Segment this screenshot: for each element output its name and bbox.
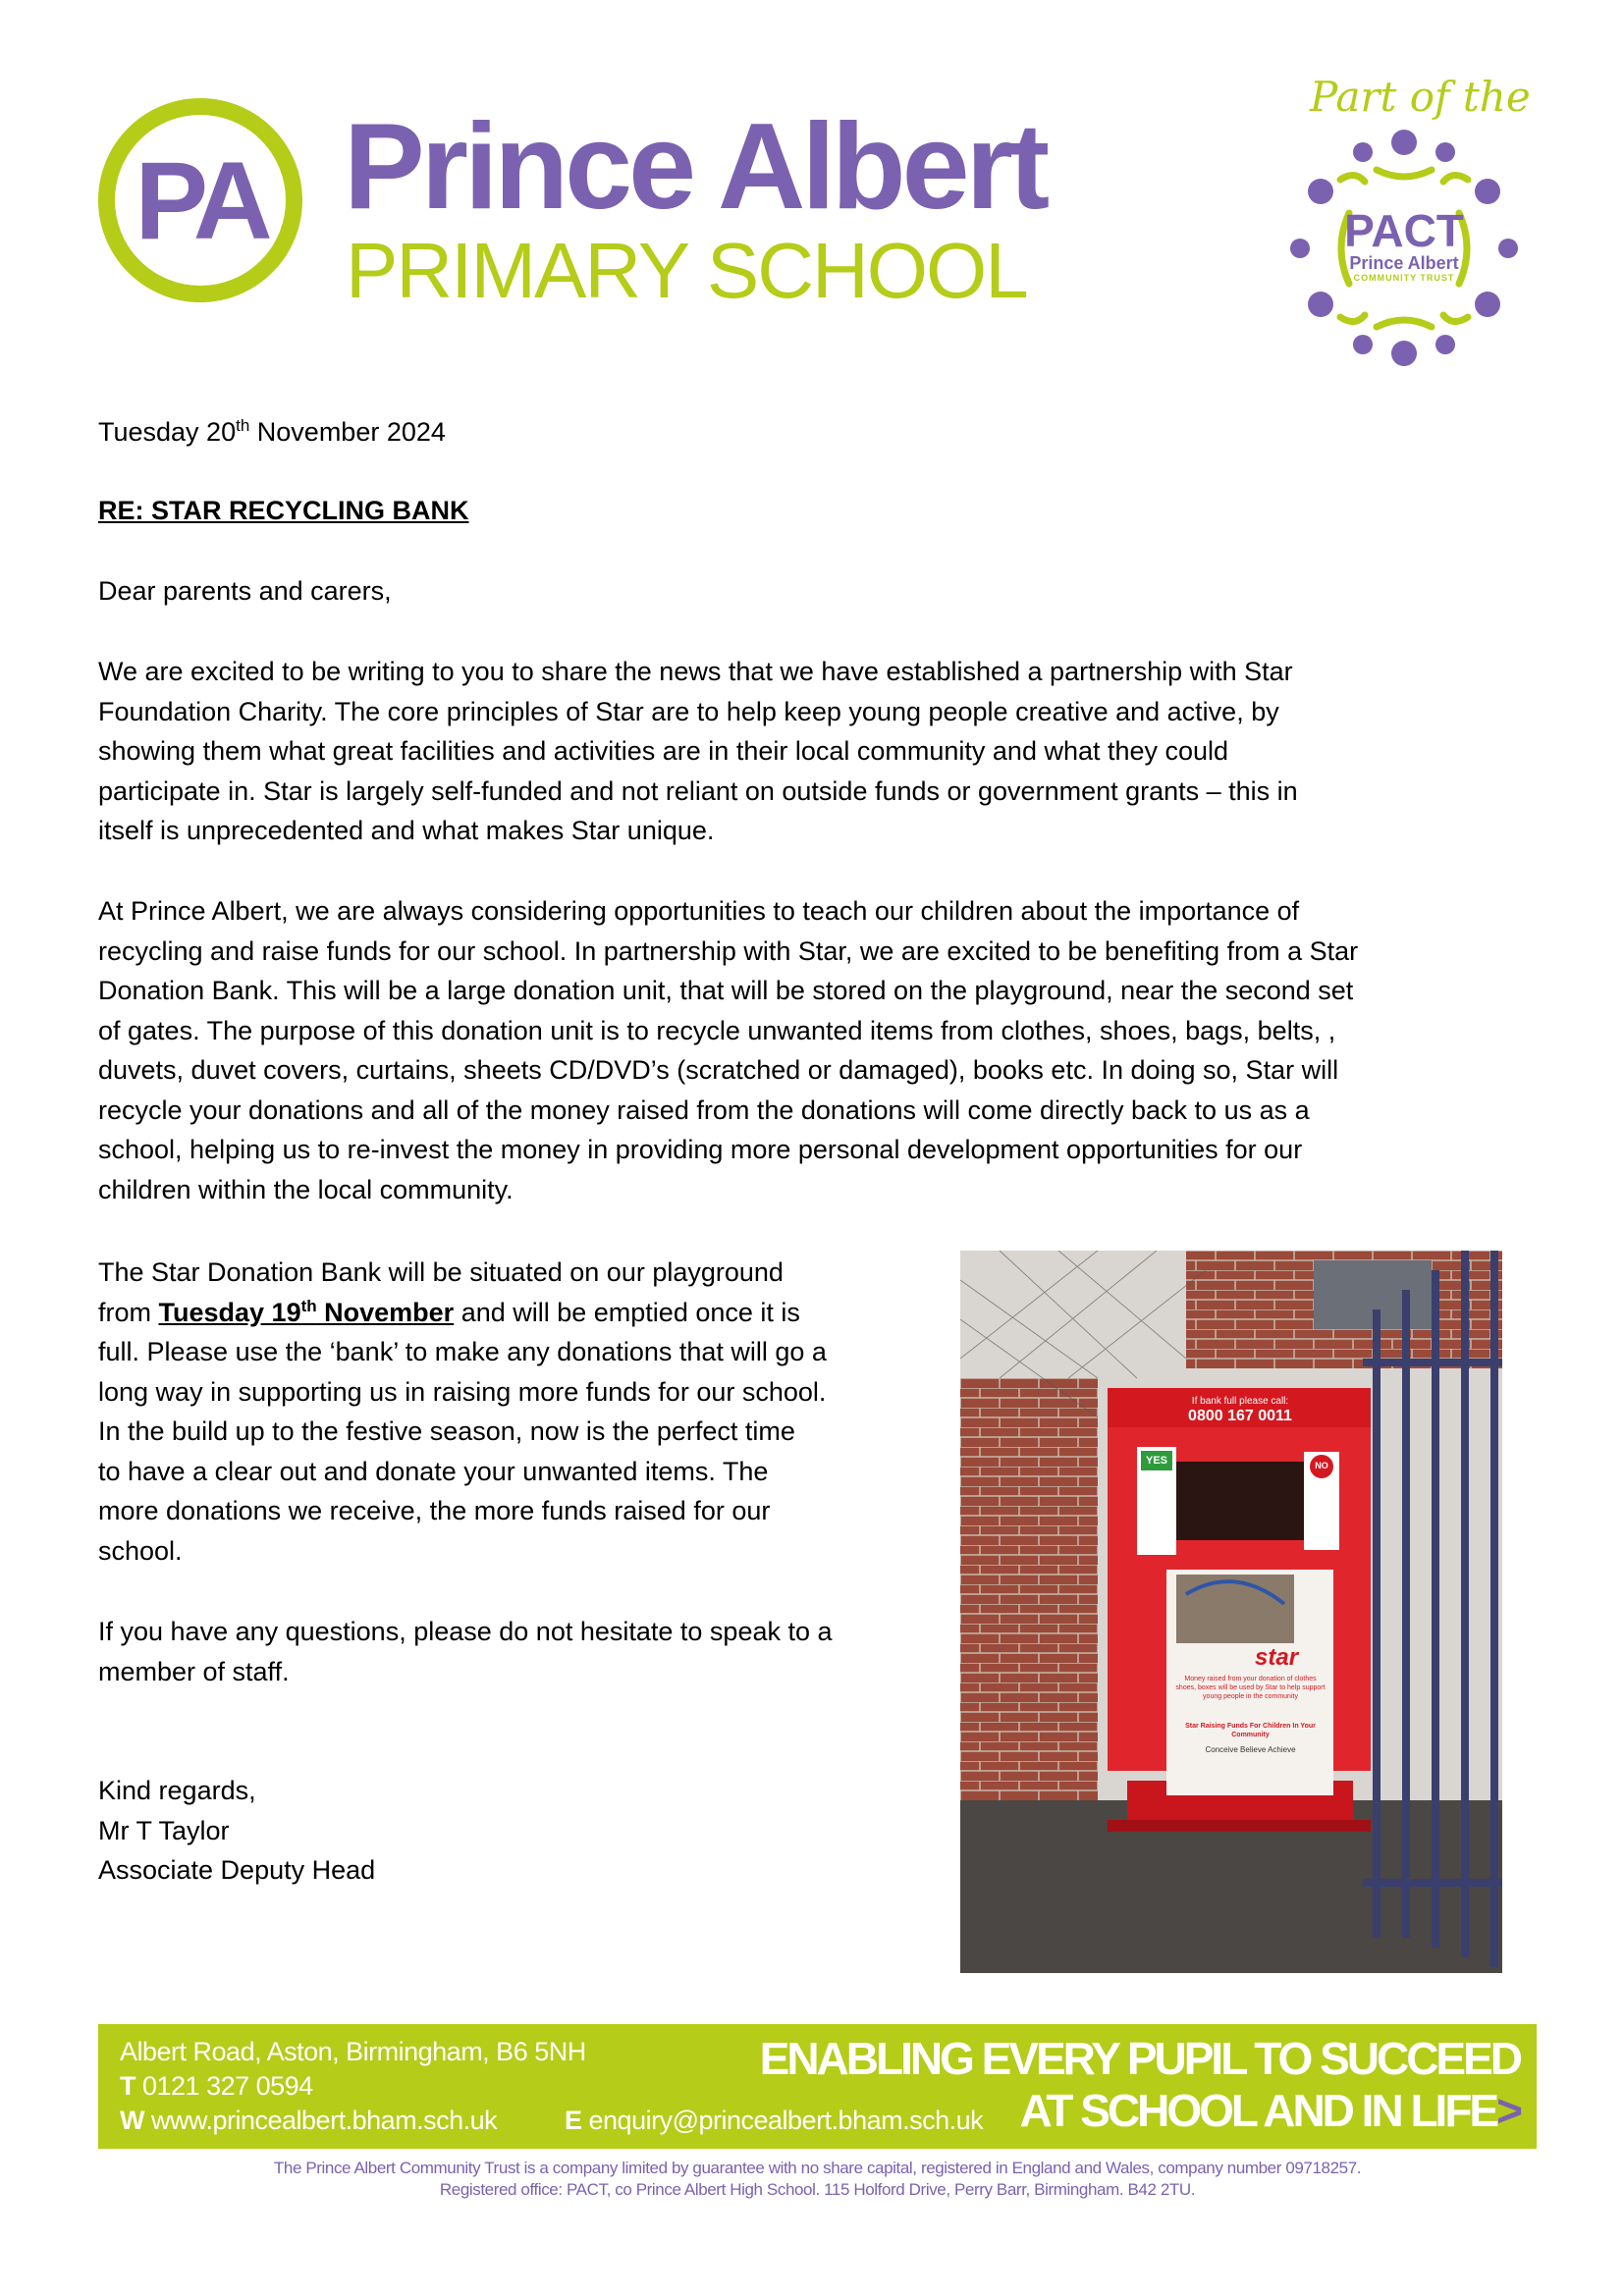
subject-line: RE: STAR RECYCLING BANK — [98, 496, 469, 525]
signatory-role: Associate Deputy Head — [98, 1855, 376, 1885]
paragraph-line: member of staff. — [98, 1656, 290, 1686]
paragraph-line: showing them what great facilities and activities are in their local community and what they could — [98, 736, 1229, 766]
footer-website[interactable] — [120, 2106, 497, 2135]
paragraph-line: school, helping us to re-invest the money in providing more personal development opportunities for our — [98, 1135, 1303, 1164]
footer-email[interactable] — [565, 2106, 983, 2135]
star-logo: star — [1255, 1644, 1299, 1671]
legal-notice-1: The Prince Albert Community Trust is a company limited by guarantee with no share capital, registered in England and Wales, company number 09718257. — [273, 2159, 1362, 2177]
paragraph-line: recycle your donations and all of the money raised from the donations will come directly back to us as a — [98, 1095, 1310, 1125]
text-run: and will be emptied once it is — [454, 1297, 800, 1327]
panel-slogan: Star Raising Funds For Children In Your Community — [1185, 1723, 1316, 1738]
web-label: W — [120, 2106, 144, 2135]
paragraph-line: itself is unprecedented and what makes Star unique. — [98, 816, 715, 845]
pact-subtitle-small: COMMUNITY TRUST — [1353, 273, 1455, 283]
paragraph-line: The Star Donation Bank will be situated on our playground — [98, 1257, 784, 1287]
footer-address: Albert Road, Aston, Birmingham, B6 5NH — [120, 2037, 586, 2066]
paragraph-line: duvets, duvet covers, curtains, sheets CD/DVD’s (scratched or damaged), books etc. In doing so, Star will — [98, 1055, 1339, 1085]
pact-subtitle: Prince Albert — [1349, 253, 1459, 273]
paragraph-line: participate in. Star is largely self-funded and not reliant on outside funds or government grants – this in — [98, 775, 1298, 806]
text-run: from — [98, 1297, 159, 1327]
start-date — [159, 1298, 455, 1327]
footer-tagline-line-2 — [1020, 2087, 1520, 2134]
paragraph-line: In the build up to the festive season, now is the perfect time — [98, 1416, 795, 1446]
panel-text: Money raised from your donation of clothes shoes, boxes will be used by Star to help support young people in the community — [1175, 1676, 1326, 1700]
paragraph-line: to have a clear out and donate your unwanted items. The — [98, 1456, 769, 1486]
paragraph-line: At Prince Albert, we are always considering opportunities to teach our children about the importance of — [98, 896, 1300, 926]
paragraph-line: We are excited to be writing to you to share the news that we have established a partnership with Star — [98, 657, 1293, 686]
paragraph-line: Foundation Charity. The core principles of Star are to help keep young people creative and active, by — [98, 696, 1279, 726]
tagline-text: AT SCHOOL AND IN LIFE — [1019, 2085, 1497, 2136]
legal-notice-2: Registered office: PACT, co Prince Albert High School. 115 Holford Drive, Perry Barr, Birmingham. B42 2TU. — [439, 2180, 1196, 2199]
footer-phone — [120, 2071, 313, 2101]
paragraph-line: If you have any questions, please do not hesitate to speak to a — [98, 1617, 833, 1646]
school-name: Prince Albert — [344, 99, 1047, 235]
paragraph-line: children within the local community. — [98, 1174, 514, 1204]
donation-bank-photo — [960, 1251, 1502, 1973]
start-suffix: th — [300, 1296, 317, 1315]
start-day: Tuesday 19 — [158, 1297, 301, 1327]
footer-tagline-line-1: ENABLING EVERY PUPIL TO SUCCEED — [759, 2033, 1520, 2084]
email-link[interactable]: enquiry@princealbert.bham.sch.uk — [581, 2106, 984, 2135]
pact-tagline: Part of the — [1310, 73, 1531, 121]
no-label: NO — [1315, 1461, 1328, 1470]
tagline-arrow: > — [1496, 2085, 1520, 2136]
yes-label: YES — [1145, 1455, 1167, 1467]
paragraph-line: more donations we receive, the more funds raised for our — [98, 1496, 771, 1525]
bank-notice: If bank full please call: — [1191, 1396, 1289, 1407]
paragraph-3 — [98, 1253, 952, 1571]
paragraph-line: Donation Bank. This will be a large donation unit, that will be stored on the playground, near the second set — [98, 976, 1354, 1005]
paragraph-line: recycling and raise funds for our school. In partnership with Star, we are excited to be benefiting from a Star — [98, 935, 1359, 966]
bank-phone: 0800 167 0011 — [1188, 1408, 1292, 1424]
salutation: Dear parents and carers, — [98, 576, 392, 606]
paragraph-line — [98, 1293, 952, 1333]
paragraph-line: full. Please use the ‘bank’ to make any donations that will go a — [98, 1337, 827, 1366]
logo-initials: PA — [135, 138, 266, 262]
phone-number: 0121 327 0594 — [135, 2071, 313, 2101]
closing: Kind regards, — [98, 1776, 256, 1805]
website-link[interactable]: www.princealbert.bham.sch.uk — [143, 2106, 498, 2135]
paragraph-line: long way in supporting us in raising more funds for our school. — [98, 1376, 827, 1407]
paragraph-4 — [98, 1612, 952, 1691]
panel-motto: Conceive Believe Achieve — [1205, 1745, 1296, 1754]
start-month: November — [316, 1297, 455, 1327]
email-label: E — [565, 2106, 582, 2135]
sign-off — [98, 1771, 375, 1891]
school-type: PRIMARY SCHOOL — [346, 227, 1027, 314]
pact-name: PACT — [1344, 205, 1464, 256]
date-day: Tuesday 20 — [98, 417, 237, 447]
paragraph-2 — [98, 891, 1542, 1209]
paragraph-line: of gates. The purpose of this donation unit is to recycle unwanted items from clothes, shoes, bags, belts, , — [98, 1015, 1336, 1045]
donation-bank-illustration — [960, 1251, 1502, 1973]
phone-label: T — [120, 2071, 135, 2101]
paragraph-1 — [98, 652, 1542, 851]
paragraph-line: school. — [98, 1535, 183, 1566]
signatory-name: Mr T Taylor — [98, 1815, 230, 1845]
date-suffix: th — [236, 416, 250, 435]
letter-date — [98, 412, 446, 453]
date-rest: November 2024 — [249, 417, 446, 447]
